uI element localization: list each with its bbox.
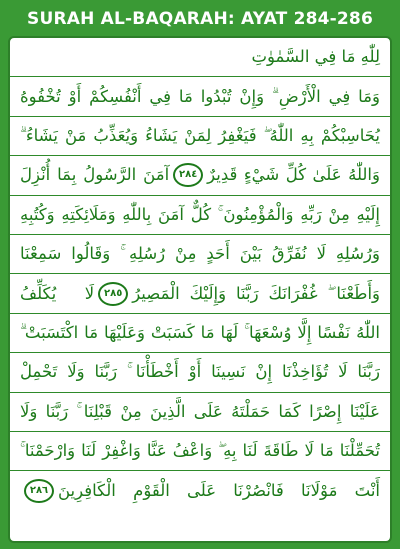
verse-line xyxy=(10,353,390,392)
verse-line xyxy=(10,38,390,77)
verse-text: رَبَّنَا لَا تُؤَاخِذْنَا إِنْ نَسِينَا أَوْ أَخْطَأْنَا ۚ رَبَّنَا وَلَا تَحْمِلْ xyxy=(20,362,380,382)
ayah-number-marker: ٢٨٥ xyxy=(98,282,128,306)
verse-panel xyxy=(8,36,392,543)
ayah-number-marker: ٢٨٤ xyxy=(173,163,203,187)
verse-line xyxy=(10,156,390,195)
verse-text-continued: آمَنَ الرَّسُولُ بِمَا أُنْزِلَ xyxy=(19,165,170,185)
verse-text: يُحَاسِبْكُمْ بِهِ اللّٰهُ ۖ فَيَغْفِرُ لِمَنْ يَشَاءُ وَيُعَذِّبُ مَنْ يَشَاءُ ۗ xyxy=(20,125,380,145)
verse-line xyxy=(10,471,390,510)
verse-text: وَأَطَعْنَا ۖ غُفْرَانَكَ رَبَّنَا وَإِلَيْكَ الْمَصِيرُ xyxy=(132,283,380,303)
verse-text: عَلَيْنَا إِصْرًا كَمَا حَمَلْتَهُ عَلَى الَّذِينَ مِنْ قَبْلِنَا ۚ رَبَّنَا وَلَا xyxy=(20,401,380,421)
verse-line xyxy=(10,274,390,313)
verse-text: لِلّٰهِ مَا فِي السَّمٰوٰتِ xyxy=(251,47,380,67)
verse-line xyxy=(10,77,390,116)
ayah-number-marker: ٢٨٦ xyxy=(24,479,54,503)
verse-text-continued: لَا يُكَلِّفُ xyxy=(20,283,95,303)
verse-text: تُحَمِّلْنَا مَا لَا طَاقَةَ لَنَا بِهِ ۖ وَاعْفُ عَنَّا وَاغْفِرْ لَنَا وَارْحَمْنَا ۚ xyxy=(20,441,380,461)
verse-text: وَرُسُلِهِ لَا نُفَرِّقُ بَيْنَ أَحَدٍ مِنْ رُسُلِهِ ۚ وَقَالُوا سَمِعْنَا xyxy=(20,244,380,264)
verse-line xyxy=(10,314,390,353)
verse-line xyxy=(10,393,390,432)
verse-text: أَنْتَ مَوْلَانَا فَانْصُرْنَا عَلَى الْقَوْمِ الْكَافِرِينَ xyxy=(58,480,380,500)
page-title: SURAH AL-BAQARAH: AYAT 284-286 xyxy=(27,9,373,29)
verse-text: وَمَا فِي الْأَرْضِ ۗ وَإِنْ تُبْدُوا مَا فِي أَنْفُسِكُمْ أَوْ تُخْفُوهُ xyxy=(20,86,380,106)
verse-line xyxy=(10,196,390,235)
verse-lines xyxy=(10,38,390,511)
verse-text: اللّٰهُ نَفْسًا إِلَّا وُسْعَهَا ۚ لَهَا مَا كَسَبَتْ وَعَلَيْهَا مَا اكْتَسَبَتْ ۗ xyxy=(20,322,380,342)
verse-line xyxy=(10,117,390,156)
verse-line xyxy=(10,235,390,274)
verse-text: وَاللّٰهُ عَلَىٰ كُلِّ شَيْءٍ قَدِيرٌ xyxy=(207,165,380,185)
verse-text: إِلَيْهِ مِنْ رَبِّهِ وَالْمُؤْمِنُونَ ۚ كُلٌّ آمَنَ بِاللّٰهِ وَمَلَائِكَتِهِ وَكُتُبِهِ xyxy=(20,204,380,224)
verse-line xyxy=(10,432,390,471)
